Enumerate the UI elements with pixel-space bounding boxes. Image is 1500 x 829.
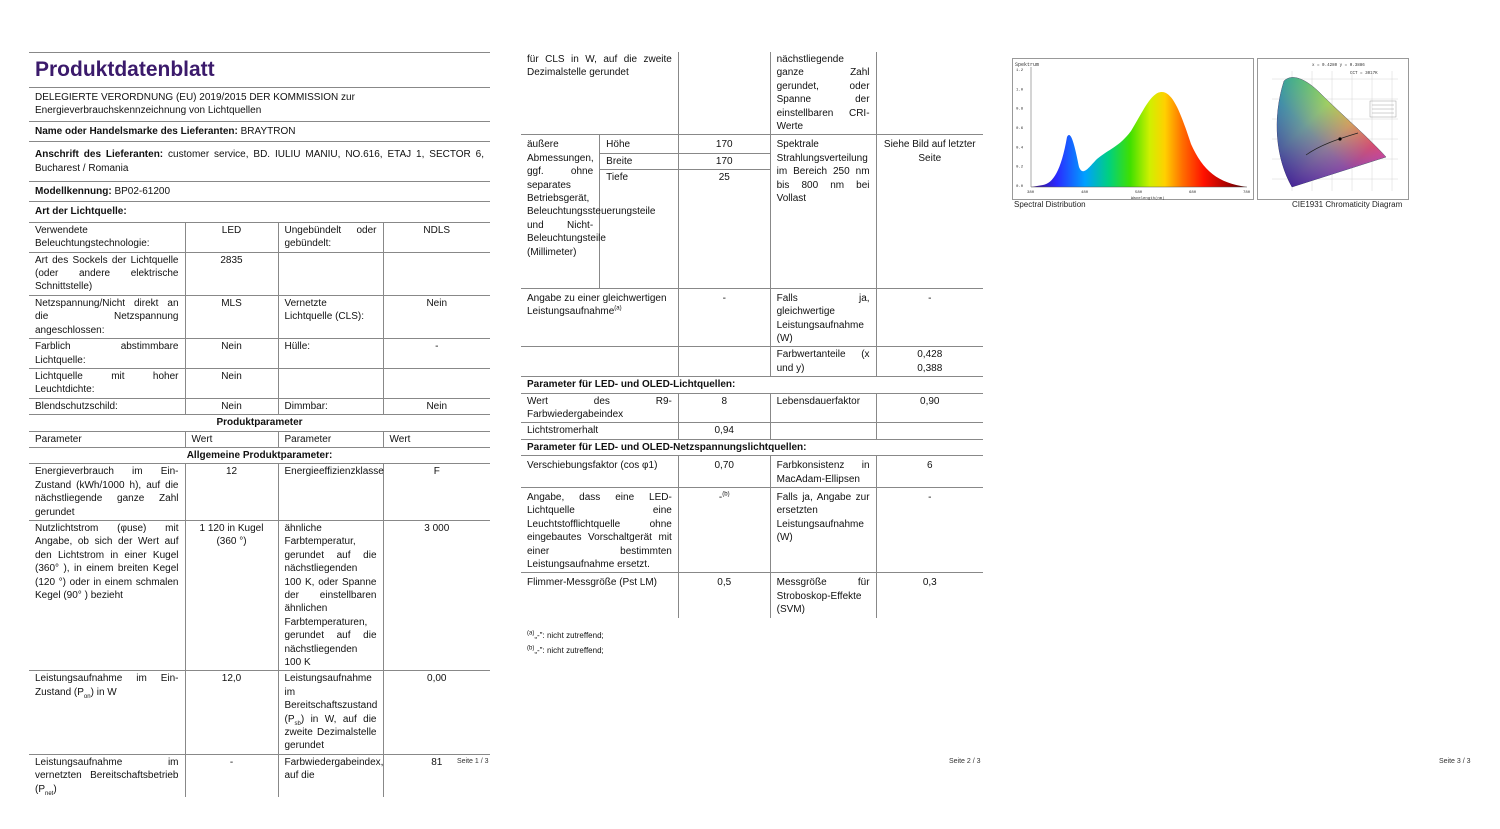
param-value: Siehe Bild auf letzter Seite [876,135,983,288]
table-row [29,398,490,414]
param-label: Nutzlichtstrom (φuse) mit Angabe, ob sich der Wert auf den Lichtstrom in einer Kugel (360° ), in einem breiten Kegel (120 °) oder in einem schmalen Kegel (90° ) bezieht [29,520,185,670]
param-value [876,52,983,135]
param-value [876,423,983,439]
param-label: Hülle: [278,339,383,369]
param-label: Falls ja, gleichwertige Leistungsaufnahme (W) [770,288,876,347]
dim-value: 25 [718,172,730,184]
regulation-text: DELEGIERTE VERORDNUNG (EU) 2019/2015 DER KOMMISSION zur Energieverbrauchskennzeichnung von Lichtquellen [29,88,490,122]
net-standby-label: Leistungsaufnahme im vernetzten Bereitschaftsbetrieb (P [35,756,179,795]
footnote-text: „-": nicht zutreffend; [534,630,604,640]
param-label: Dimmbar: [278,398,383,414]
param-label: Farbkonsistenz in MacAdam-Ellipsen [770,456,876,488]
param-value: 3 000 [383,520,490,670]
param-value: 0,90 [876,393,983,423]
param-value: Nein [185,339,278,369]
dim-name: Höhe [600,135,678,153]
param-label: Energieeffizienzklasse [278,464,383,521]
param-value: 0,00 [383,671,490,754]
table-row [29,754,490,797]
footnote-marker: (b) [527,645,535,652]
param-value [383,368,490,398]
spectrum-header: Spektrum [1015,62,1040,68]
footnote-marker: (a) [527,630,535,637]
param-value: 1 120 in Kugel (360 °) [185,520,278,670]
param-label: ähnliche Farbtemperatur, gerundet auf die nächstliegenden 100 K, oder Spanne der einstellbaren ähnlichen Farbtemperaturen, gerundet auf die nächstliegenden 100 K [278,520,383,670]
mains-params-heading: Parameter für LED- und OLED-Netzspannungslichtquellen: [521,439,983,455]
param-label: Wert des R9-Farbwiedergabeindex [521,393,678,423]
param-label: Verschiebungsfaktor (cos φ1) [521,456,678,488]
param-value: 6 [876,456,983,488]
dimensions-label: äußere Abmessungen, ggf. ohne separates Betriebsgerät, Beleuchtungssteuerungsteile und Nicht-Beleuchtungsteile (Millimeter) [521,135,600,288]
params-table-continued [521,52,983,618]
param-value: 81 [431,756,443,768]
led-params-heading: Parameter für LED- und OLED-Lichtquellen: [521,377,983,393]
net-standby-label-end: ) [53,783,57,795]
table-row [521,347,983,377]
table-row [29,520,490,670]
model-label: Modellkennung: [35,186,112,198]
page-number: Seite 2 / 3 [949,758,981,765]
spectrum-x-tick: 580 [1135,191,1143,195]
spectrum-y-tick: 0.4 [1016,146,1024,151]
param-label: Netzspannung/Nicht direkt an die Netzspannung angeschlossen: [29,295,185,338]
spectrum-y-tick: 0.0 [1016,185,1024,189]
equiv-label: Angabe zu einer gleichwertigen Leistungsaufnahme [527,292,667,318]
dim-name: Breite [600,153,678,169]
supplier-value: BRAYTRON [240,125,296,137]
table-row [521,456,983,488]
table-row [521,288,983,347]
standby-label: Leistungsaufnahme im Bereitschaftszustand (P [284,673,378,725]
spectrum-x-tick: 680 [1189,191,1197,195]
datasheet-page-2 [521,52,983,658]
table-row [521,573,983,618]
param-value: 0,3 [922,577,937,589]
param-label [29,671,185,754]
param-label: Flimmer-Messgröße (Pst LM) [521,573,678,618]
dim-value: 170 [678,153,769,169]
spectrum-x-tick: 480 [1081,191,1089,195]
footnote-ref: (b) [722,491,730,498]
cie-chromaticity-chart [1257,58,1409,200]
param-value: 0,94 [678,423,770,439]
param-label: Art des Sockels der Lichtquelle (oder andere elektrische Schnittstelle) [29,252,185,295]
param-value: Nein [185,368,278,398]
param-label: nächstliegende ganze Zahl gerundet, oder Spanne der einstellbaren CRI-Werte [770,52,876,135]
table-row [521,488,983,573]
light-source-type-label: Art der Lichtquelle: [29,202,490,222]
param-label: Angabe, dass eine LED-Lichtquelle eine Leuchtstofflichtquelle ohne eingebautes Vorschaltgerät mit einer bestimmten Leistungsaufnahme ersetzt. [521,488,678,573]
footnote-a [521,628,983,643]
cie-cct: CCT = 3017K [1350,72,1378,76]
col-header-value: Wert [185,431,278,447]
param-value: 0,70 [678,456,770,488]
param-value: - [383,339,490,369]
param-value: - [185,754,278,797]
param-label: Farblich abstimmbare Lichtquelle: [29,339,185,369]
param-value: MLS [185,295,278,338]
spectrum-y-tick: 0.6 [1016,127,1024,131]
param-value: LED [185,223,278,252]
table-row [521,393,983,423]
chromaticity-point [1338,137,1341,140]
table-row [521,423,983,439]
param-label: Lichtstromerhalt [521,423,678,439]
param-value [678,52,770,135]
table-row [521,52,983,135]
param-value: Nein [383,398,490,414]
param-value: 0,5 [678,573,770,618]
col-header-value: Wert [383,431,490,447]
param-label: Vernetzte Lichtquelle (CLS): [278,295,383,338]
power-on-label-unit: ) in W [90,686,117,698]
spectrum-y-tick: 0.8 [1016,107,1024,112]
dim-name: Tiefe [600,170,678,288]
param-label [521,347,678,377]
param-value: 8 [678,393,770,423]
address-label: Anschrift des Lieferanten: [35,149,164,161]
param-label [278,368,383,398]
param-label: Verwendete Beleuchtungstechnologie: [29,223,185,252]
header-table [29,52,490,223]
product-params-heading: Produktparameter [29,415,490,431]
product-params-table [29,415,490,797]
table-row [29,252,490,295]
param-label [29,754,185,797]
table-row [29,339,490,369]
replace-value: - [718,492,723,504]
param-value: - [678,288,770,347]
net-standby-sub: net [45,790,54,797]
spectrum-x-tick: 380 [1027,191,1035,195]
footnote-text: „-": nicht zutreffend; [534,645,604,655]
param-value: - [876,488,983,573]
spectrum-caption: Spectral Distribution [1014,200,1086,209]
address-row [29,142,490,182]
col-header-param: Parameter [29,431,185,447]
footnote-ref: (a) [614,305,622,312]
cie-header: x = 0.4280 y = 0.3886 [1312,64,1365,68]
param-label [278,252,383,295]
table-row [29,295,490,338]
spectrum-y-tick: 1.0 [1016,88,1024,93]
param-value: NDLS [383,223,490,252]
spectrum-x-tick: 780 [1243,191,1251,195]
standby-sub: sb [294,720,301,727]
col-header-param: Parameter [278,431,383,447]
power-on-label: Leistungsaufnahme im Ein-Zustand (P [35,673,179,698]
param-label: Ungebündelt oder gebündelt: [278,223,383,252]
param-label: für CLS in W, auf die zweite Dezimalstelle gerundet [521,52,678,135]
param-value [678,347,770,377]
param-label [278,671,383,754]
footnote-b [521,643,983,658]
param-label [770,423,876,439]
chroma-y-value: 0,388 [917,362,943,374]
page-title: Produktdatenblatt [29,53,490,88]
spectrum-svg [1013,59,1255,201]
address-value: customer service, BD. IULIU MANIU, NO.616, ETAJ 1, SECTOR 6, Bucharest / Romania [35,149,484,174]
table-row [521,135,983,288]
model-value: BP02-61200 [114,186,171,198]
page-number: Seite 3 / 3 [1439,758,1471,765]
param-value [876,347,983,377]
param-value: - [876,288,983,347]
spectrum-xlabel: Wavelength(nm) [1131,197,1165,201]
supplier-row [29,121,490,141]
param-value: Nein [185,398,278,414]
table-row [29,223,490,252]
param-label: Spektrale Strahlungsverteilung im Bereich 250 nm bis 800 nm bei Vollast [770,135,876,288]
spectral-distribution-chart [1012,58,1254,200]
param-value [678,488,770,573]
datasheet-page-1 [29,52,490,797]
page-number: Seite 1 / 3 [457,758,489,765]
param-label: Messgröße für Stroboskop-Effekte (SVM) [770,573,876,618]
general-params-heading: Allgemeine Produktparameter: [29,447,490,463]
param-value: 12 [185,464,278,521]
param-value: 2835 [185,252,278,295]
param-label: Lebensdauerfaktor [770,393,876,423]
table-row [29,368,490,398]
table-row [29,464,490,521]
power-on-sub: on [83,693,91,700]
param-label [521,288,678,347]
param-label: Lichtquelle mit hoher Leuchtdichte: [29,368,185,398]
cie-caption: CIE1931 Chromaticity Diagram [1292,200,1403,209]
dim-value: 170 [678,135,769,153]
model-row [29,182,490,202]
cie-gamut-overlay [1277,77,1386,187]
param-label: Falls ja, Angabe zur ersetzten Leistungsaufnahme (W) [770,488,876,573]
spectrum-y-tick: 0.2 [1016,165,1024,170]
param-value: 12,0 [185,671,278,754]
cie-svg [1258,59,1410,201]
param-value: Nein [383,295,490,338]
table-row [29,671,490,754]
supplier-label: Name oder Handelsmarke des Lieferanten: [35,125,238,137]
param-label: Energieverbrauch im Ein-Zustand (kWh/1000 h), auf die nächstliegende ganze Zahl gerundet [29,464,185,521]
param-value: F [383,464,490,521]
standby-label-unit: ) in W, auf die zweite Dezimalstelle gerundet [284,713,377,752]
chroma-x-value: 0,428 [917,349,943,361]
spectrum-curve [1031,92,1247,187]
param-label: Farbwiedergabeindex, auf die [278,754,383,797]
light-source-table [29,223,490,415]
param-value [383,252,490,295]
spectrum-y-tick: 1.2 [1016,69,1024,73]
param-label: Farbwertanteile (x und y) [770,347,876,377]
param-label: Blendschutzschild: [29,398,185,414]
